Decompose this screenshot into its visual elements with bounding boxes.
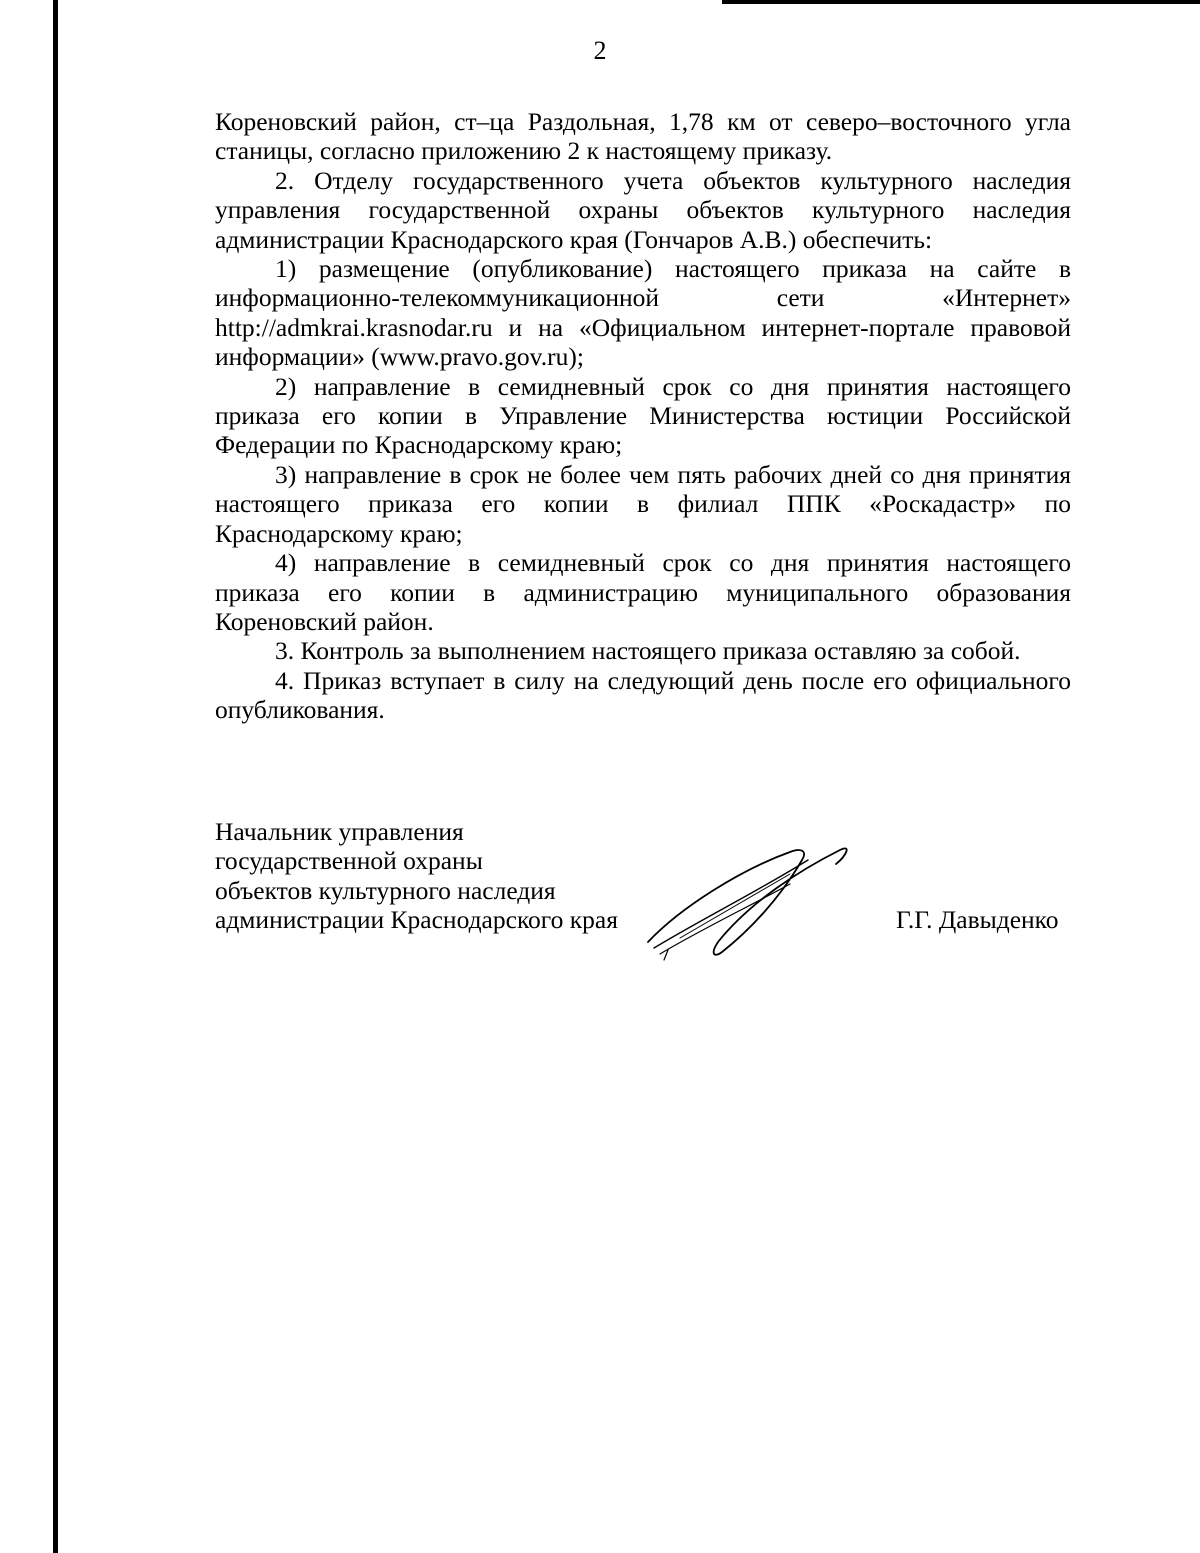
document-body (215, 107, 1071, 725)
paragraph-continuation: Кореновский район, ст–ца Раздольная, 1,78 км от северо–восточного угла станицы, согласно приложению 2 к настоящему приказу. (215, 107, 1071, 166)
paragraph-subitem-2: 2) направление в семидневный срок со дня принятия настоящего приказа его копии в Управление Министерства юстиции Российской Федерации по Краснодарскому краю; (215, 371, 1071, 460)
paragraph-item-4: 4. Приказ вступает в силу на следующий день после его официального опубликования. (215, 665, 1071, 725)
page-number: 2 (593, 36, 607, 65)
signer-position-line: Начальник управления (215, 817, 464, 846)
paragraph-subitem-4: 4) направление в семидневный срок со дня принятия настоящего приказа его копии в администрацию муниципального образования Кореновский район. (215, 548, 1071, 636)
signer-position-line: объектов культурного наследия (215, 875, 556, 905)
paragraph-item-3: 3. Контроль за выполнением настоящего приказа оставляю за собой. (275, 636, 1021, 666)
paragraph-subitem-1-line-3: http://admkrai.krasnodar.ru и на «Официальном интернет-портале правовой информации» (www.pravo.gov.ru); (215, 312, 1071, 372)
signer-position-line: администрации Краснодарского края (215, 905, 618, 935)
paragraph-subitem-3: 3) направление в срок не более чем пять рабочих дней со дня принятия настоящего приказа его копии в филиал ППК «Роскадастр» по Краснодарскому краю; (215, 459, 1071, 548)
paragraph-subitem-1-line-2: информационно-телекоммуникационной сети «Интернет» (215, 283, 1071, 313)
paragraph-subitem-1-line-1: 1) размещение (опубликование) настоящего приказа на сайте в (275, 254, 1071, 284)
signer-position-line: государственной охраны (215, 846, 483, 876)
handwritten-signature (640, 830, 860, 970)
signer-position (215, 817, 618, 935)
paragraph-item-2: 2. Отделу государственного учета объектов культурного наследия управления государственной охраны объектов культурного наследия администрации Краснодарского края (Гончаров А.В.) обеспечить: (215, 165, 1071, 254)
scan-border-top (722, 0, 1200, 4)
signer-name: Г.Г. Давыденко (896, 905, 1059, 934)
scan-border-left (53, 0, 58, 1553)
